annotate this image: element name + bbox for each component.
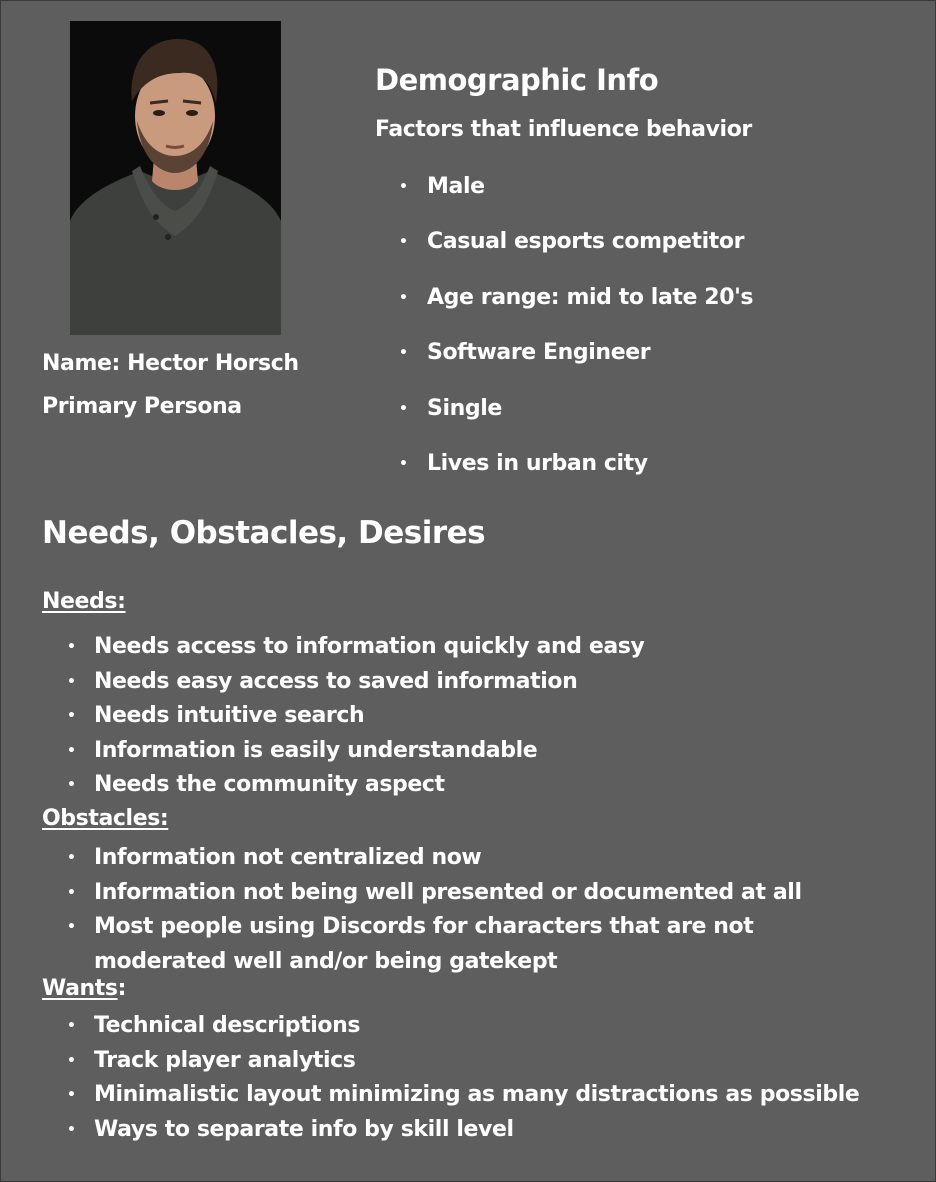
list-item: • Information not centralized now <box>67 841 907 876</box>
bullet-icon: • <box>399 345 408 362</box>
bullet-icon: • <box>67 1121 76 1138</box>
list-item: • Needs easy access to saved information <box>67 665 907 700</box>
list-item: • Information is easily understandable <box>67 734 907 769</box>
persona-name: Name: Hector Horsch <box>42 351 299 376</box>
bullet-icon: • <box>399 400 408 417</box>
needs-label: Needs: <box>42 589 126 614</box>
demographic-item: • Lives in urban city <box>399 446 753 501</box>
bullet-icon: • <box>67 884 76 901</box>
demographic-subtitle: Factors that influence behavior <box>375 117 752 142</box>
obstacles-label: Obstacles: <box>42 806 169 831</box>
bullet-icon: • <box>399 289 408 306</box>
obstacles-list <box>67 841 907 979</box>
bullet-icon: • <box>67 742 76 759</box>
persona-portrait-image <box>70 21 281 335</box>
bullet-icon: • <box>67 919 76 936</box>
persona-photo <box>70 21 281 335</box>
bullet-icon: • <box>399 234 408 251</box>
list-item: • Ways to separate info by skill level <box>67 1113 907 1148</box>
demographic-item: • Age range: mid to late 20's <box>399 280 753 335</box>
wants-list <box>67 1009 907 1147</box>
bullet-icon: • <box>67 850 76 866</box>
list-item: • Most people using Discords for characters that are not moderated well and/or being gatekept <box>67 910 784 979</box>
list-item: • Needs intuitive search <box>67 699 907 734</box>
demographic-title: Demographic Info <box>375 63 659 97</box>
bullet-icon: • <box>67 673 76 690</box>
wants-label: Wants: <box>42 976 127 1001</box>
persona-role: Primary Persona <box>42 394 242 419</box>
demographic-item: • Male <box>399 169 753 224</box>
list-item: • Minimalistic layout minimizing as many distractions as possible <box>67 1078 907 1113</box>
bullet-icon: • <box>67 777 76 794</box>
list-item: • Track player analytics <box>67 1044 907 1079</box>
bullet-icon: • <box>67 1052 76 1069</box>
list-item: • Needs the community aspect <box>67 768 907 803</box>
bullet-icon: • <box>67 639 76 655</box>
list-item: • Technical descriptions <box>67 1009 907 1044</box>
bullet-icon: • <box>399 455 408 472</box>
demographic-item: • Casual esports competitor <box>399 224 753 279</box>
list-item: • Needs access to information quickly and easy <box>67 630 907 665</box>
demographic-item: • Software Engineer <box>399 335 753 390</box>
nod-title: Needs, Obstacles, Desires <box>42 515 486 551</box>
bullet-icon: • <box>399 179 408 195</box>
bullet-icon: • <box>67 1087 76 1104</box>
demographic-item: • Single <box>399 391 753 446</box>
bullet-icon: • <box>67 708 76 725</box>
demographic-list <box>399 169 753 501</box>
list-item: • Information not being well presented or documented at all <box>67 876 907 911</box>
bullet-icon: • <box>67 1018 76 1034</box>
needs-list <box>67 630 907 803</box>
